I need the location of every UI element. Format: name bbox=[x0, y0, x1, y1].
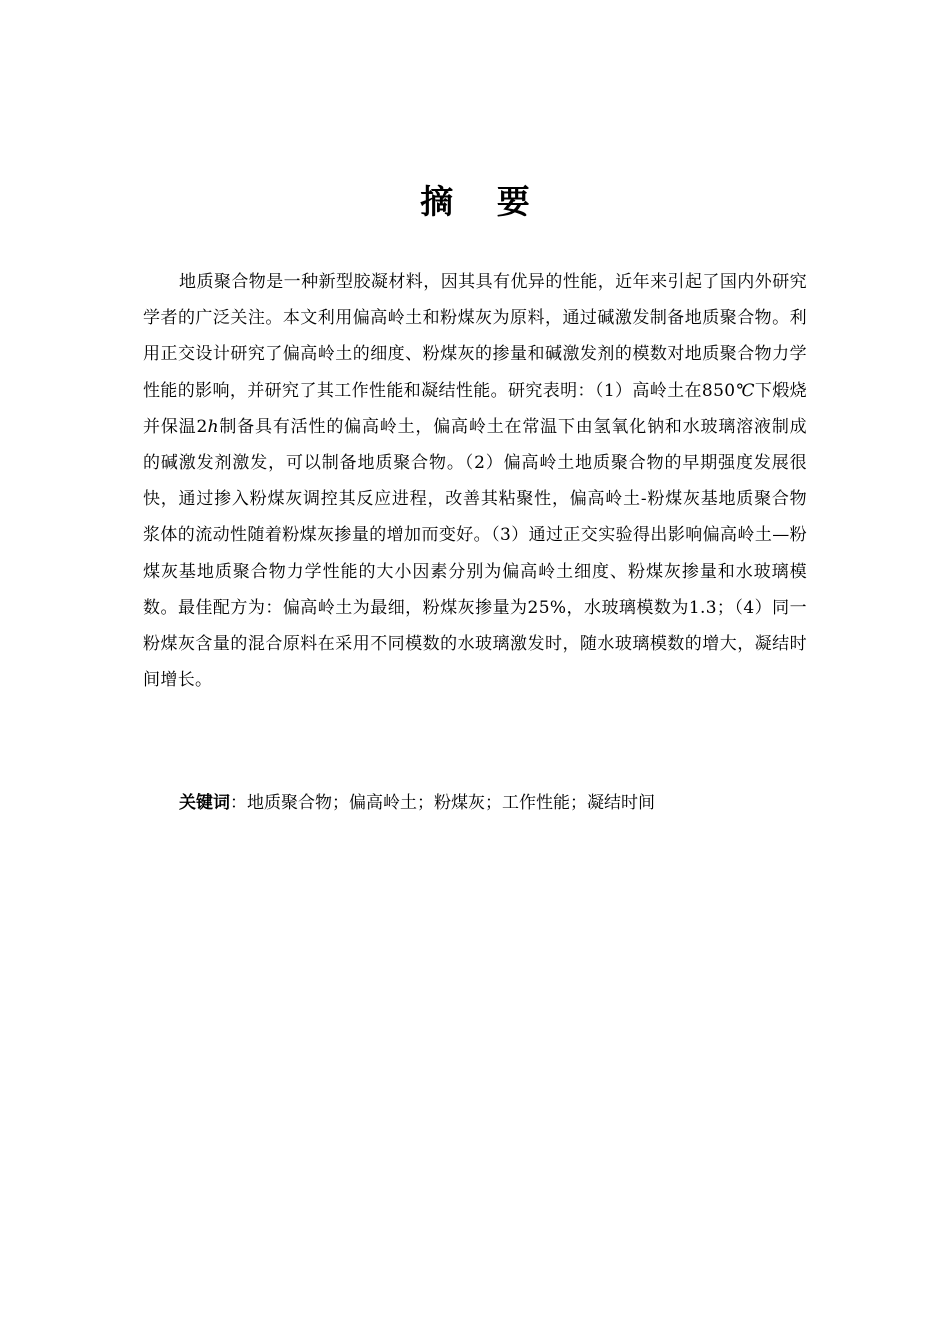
abstract-paragraph bbox=[143, 264, 807, 698]
keywords-separator: ： bbox=[230, 793, 247, 813]
keywords-label: 关键词 bbox=[179, 793, 230, 813]
abstract-text-3: 制备具有活性的偏高岭土，偏高岭土在常温下由氢氧化钠和水玻璃溶液制成的碱激发剂激发，可以制备地质聚合物。（2）偏高岭土地质聚合物的早期强度发展很快，通过掺入粉煤灰调控其反应进程，改善其粘聚性，偏高岭土-粉煤灰基地质聚合物浆体的流动性随着粉煤灰掺量的增加而变好。（3）通过正交实验得出影响偏高岭土—粉煤灰基地质聚合物力学性能的大小因素分别为偏高岭土细度、粉煤灰掺量和水玻璃模数。最佳配方为：偏高岭土为最细，粉煤灰掺量为25%，水玻璃模数为1.3；（4）同一粉煤灰含量的混合原料在采用不同模数的水玻璃激发时，随水玻璃模数的增大，凝结时间增长。 bbox=[143, 416, 807, 691]
abstract-text-1: 地质聚合物是一种新型胶凝材料，因其具有优异的性能，近年来引起了国内外研究学者的广泛关注。本文利用偏高岭土和粉煤灰为原料，通过碱激发制备地质聚合物。利用正交设计研究了偏高岭土的细度、粉煤灰的掺量和碱激发剂的模数对地质聚合物力学性能的影响，并研究了其工作性能和凝结性能。研究表明：（1）高岭土在850 bbox=[143, 272, 807, 401]
degree-celsius-symbol: ℃ bbox=[735, 380, 755, 401]
hour-unit: h bbox=[207, 416, 219, 437]
keywords-line bbox=[179, 788, 819, 818]
abstract-text-2: 下煅烧并保温2 bbox=[143, 380, 807, 437]
page-title: 摘 要 bbox=[420, 182, 546, 221]
keywords-text: 地质聚合物；偏高岭土；粉煤灰；工作性能；凝结时间 bbox=[247, 793, 655, 813]
